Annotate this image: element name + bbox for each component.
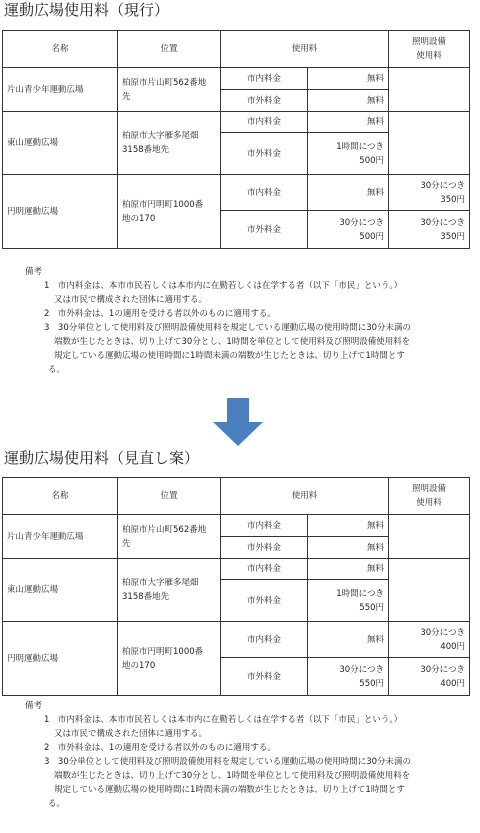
note-line: 規定している運動広場の使用時間に1時間未満の端数が生じたときは、切り上げて1時間とす [54, 351, 405, 361]
note-line: 1 市内料金は、本市市民若しくは本市内に在勤若しくは在学する者（以下「市民」という。） [44, 715, 403, 725]
outside-fee-label: 市外料金 [221, 537, 308, 559]
outside-fee-value: 30分につき 550円 [308, 658, 389, 696]
table-row [3, 622, 470, 658]
table-row [3, 68, 470, 90]
header-name: 名称 [3, 31, 118, 68]
note-line: 2 市外料金は、1の適用を受ける者以外のものに適用する。 [44, 309, 276, 319]
facility-location: 柏原市円明町1000番 地の170 [118, 622, 221, 696]
current-fee-table [2, 30, 470, 249]
note-line: 端数が生じたときは、切り上げて30分とし、1時間を単位として使用料及び照明設備使用料を [54, 771, 411, 781]
notes-heading: 備考 [25, 701, 43, 711]
header-name: 名称 [3, 478, 118, 515]
lighting-fee-value [389, 559, 470, 622]
outside-fee-value: 無料 [308, 90, 389, 112]
down-arrow-icon [213, 398, 263, 446]
proposed-fee-table [2, 477, 470, 696]
facility-name: 片山青少年運動広場 [3, 515, 118, 559]
facility-name: 東山運動広場 [3, 559, 118, 622]
outside-fee-value: 1時間につき 500円 [308, 133, 389, 175]
facility-name: 円明運動広場 [3, 622, 118, 696]
inside-fee-value: 無料 [308, 515, 389, 537]
lighting-fee-value: 30分につき 350円 [389, 211, 470, 249]
current-notes [0, 265, 480, 377]
outside-fee-value: 1時間につき 550円 [308, 580, 389, 622]
header-location: 位置 [118, 31, 221, 68]
header-fee: 使用料 [221, 31, 389, 68]
facility-location: 柏原市大字雁多尾畑 3158番地先 [118, 559, 221, 622]
inside-fee-label: 市内料金 [221, 622, 308, 658]
lighting-fee-value: 30分につき 400円 [389, 658, 470, 696]
note-line: 又は市民で構成された団体に適用する。 [54, 729, 208, 739]
facility-name: 東山運動広場 [3, 112, 118, 175]
note-line: 3 30分単位として使用料及び照明設備使用料を規定している運動広場の使用時間に30分未満の [44, 757, 412, 767]
inside-fee-value: 無料 [308, 622, 389, 658]
lighting-fee-value [389, 515, 470, 559]
facility-name: 片山青少年運動広場 [3, 68, 118, 112]
table-row [3, 515, 470, 537]
note-line: 又は市民で構成された団体に適用する。 [54, 295, 208, 305]
outside-fee-value: 無料 [308, 537, 389, 559]
table-row [3, 559, 470, 580]
note-line: 3 30分単位として使用料及び照明設備使用料を規定している運動広場の使用時間に30分未満の [44, 323, 412, 333]
note-line: 1 市内料金は、本市市民若しくは本市内に在勤若しくは在学する者（以下「市民」という。） [44, 281, 403, 291]
table-header-row [3, 478, 470, 515]
table-header-row [3, 31, 470, 68]
inside-fee-label: 市内料金 [221, 175, 308, 211]
inside-fee-label: 市内料金 [221, 68, 308, 90]
table-row [3, 112, 470, 133]
lighting-fee-value [389, 68, 470, 112]
lighting-fee-value: 30分につき 350円 [389, 175, 470, 211]
inside-fee-value: 無料 [308, 175, 389, 211]
inside-fee-label: 市内料金 [221, 559, 308, 580]
outside-fee-label: 市外料金 [221, 211, 308, 249]
facility-location: 柏原市片山町562番地 先 [118, 515, 221, 559]
table-row [3, 175, 470, 211]
outside-fee-value: 30分につき 500円 [308, 211, 389, 249]
inside-fee-label: 市内料金 [221, 515, 308, 537]
header-lighting-fee: 照明設備 使用料 [389, 478, 470, 515]
facility-name: 円明運動広場 [3, 175, 118, 249]
note-line: る。 [48, 799, 66, 809]
inside-fee-label: 市内料金 [221, 112, 308, 133]
note-line: る。 [48, 365, 66, 375]
inside-fee-value: 無料 [308, 68, 389, 90]
outside-fee-label: 市外料金 [221, 658, 308, 696]
note-line: 2 市外料金は、1の適用を受ける者以外のものに適用する。 [44, 743, 276, 753]
lighting-fee-value [389, 112, 470, 175]
facility-location: 柏原市片山町562番地 先 [118, 68, 221, 112]
facility-location: 柏原市円明町1000番 地の170 [118, 175, 221, 249]
outside-fee-label: 市外料金 [221, 133, 308, 175]
outside-fee-label: 市外料金 [221, 90, 308, 112]
proposed-notes [0, 699, 480, 811]
note-line: 端数が生じたときは、切り上げて30分とし、1時間を単位として使用料及び照明設備使用料を [54, 337, 411, 347]
inside-fee-value: 無料 [308, 559, 389, 580]
header-fee: 使用料 [221, 478, 389, 515]
header-lighting-fee: 照明設備 使用料 [389, 31, 470, 68]
facility-location: 柏原市大字雁多尾畑 3158番地先 [118, 112, 221, 175]
inside-fee-value: 無料 [308, 112, 389, 133]
notes-heading: 備考 [25, 267, 43, 277]
note-line: 規定している運動広場の使用時間に1時間未満の端数が生じたときは、切り上げて1時間とす [54, 785, 405, 795]
proposed-fee-title: 運動広場使用料（見直し案） [4, 449, 200, 467]
outside-fee-label: 市外料金 [221, 580, 308, 622]
header-location: 位置 [118, 478, 221, 515]
lighting-fee-value: 30分につき 400円 [389, 622, 470, 658]
current-fee-title: 運動広場使用料（現行） [4, 1, 170, 19]
